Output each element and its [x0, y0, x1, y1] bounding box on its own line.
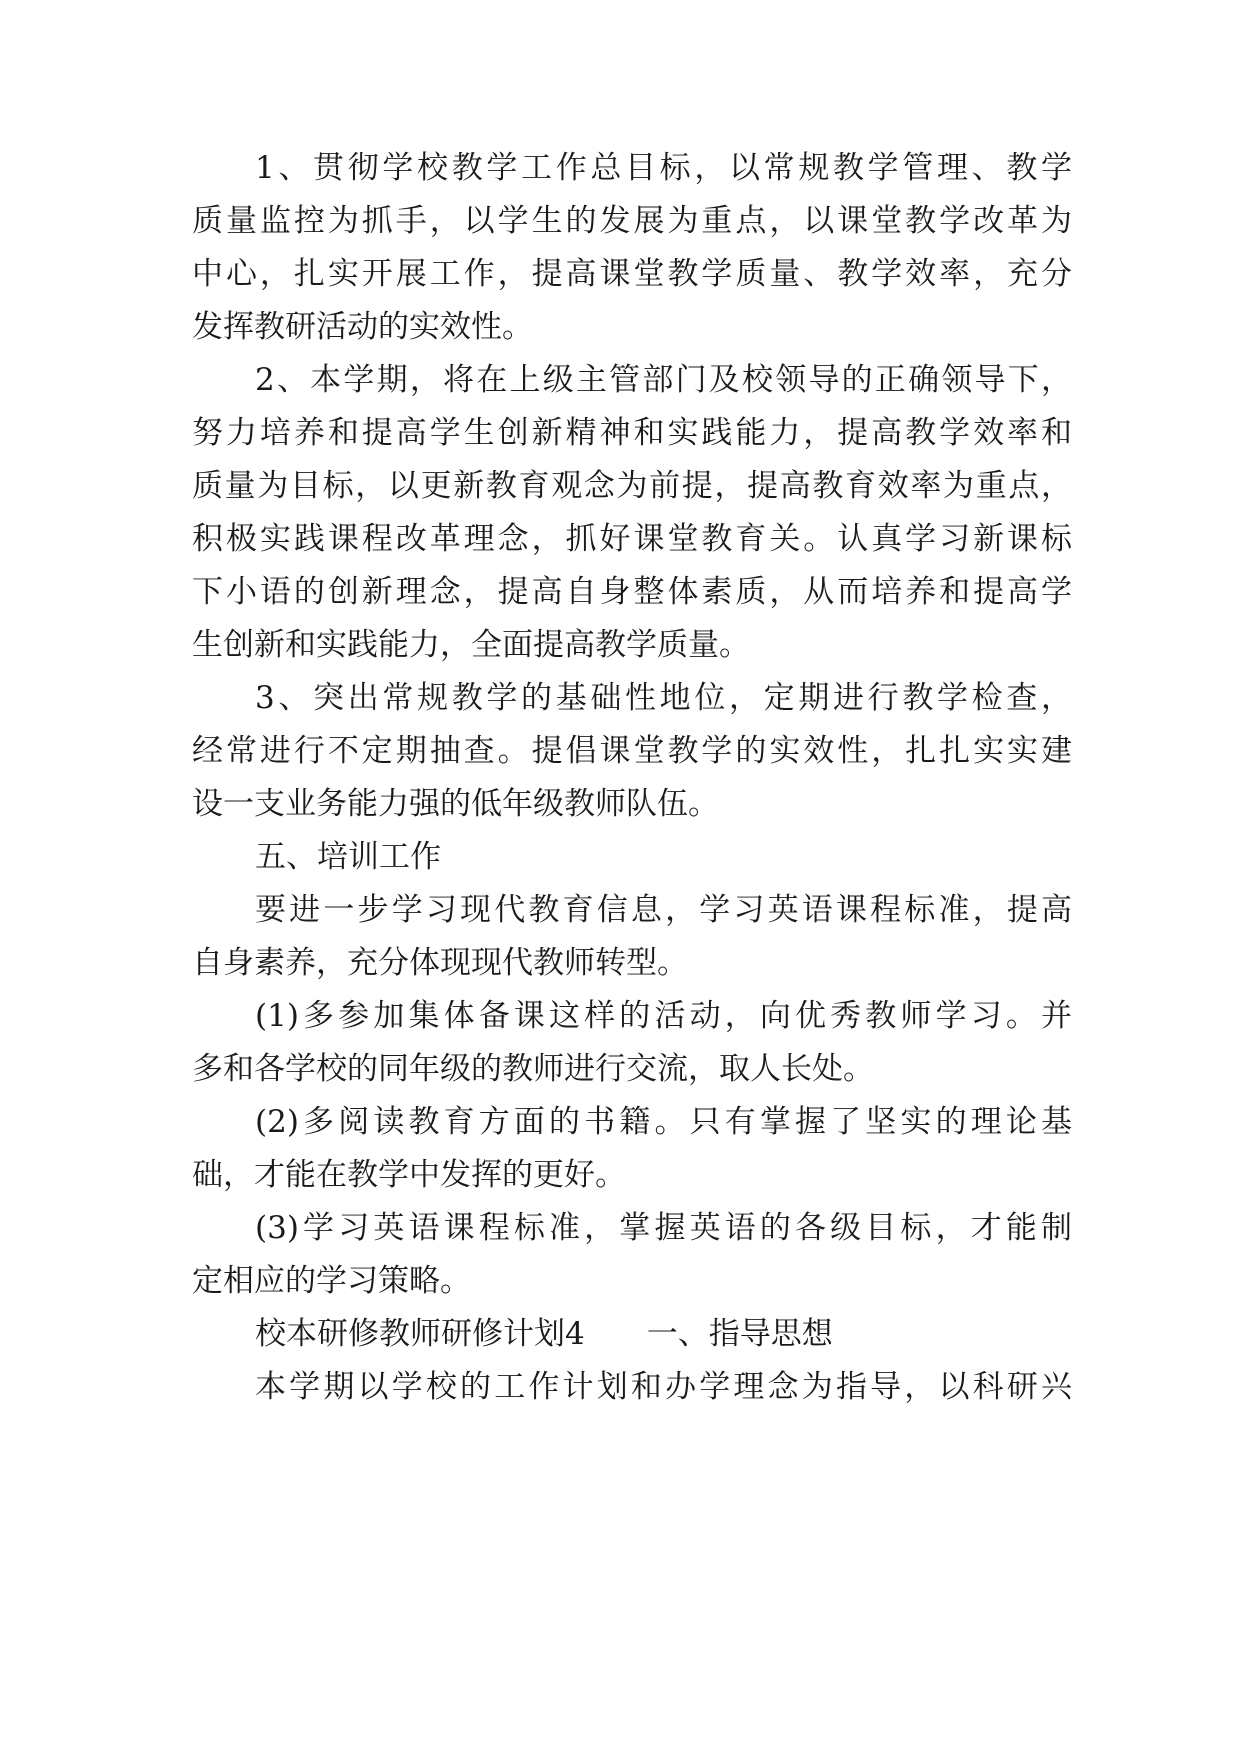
item-2-line-2: 础，才能在教学中发挥的更好。	[192, 1157, 626, 1193]
paragraph-3-line-2: 经常进行不定期抽查。提倡课堂教学的实效性，扎扎实实建	[192, 733, 1072, 769]
item-1-line-1: (1)多参加集体备课这样的活动，向优秀教师学习。并	[255, 998, 1072, 1034]
paragraph-4-line-1: 要进一步学习现代教育信息，学习英语课程标准，提高	[255, 892, 1072, 928]
paragraph-2-line-4: 积极实践课程改革理念，抓好课堂教育关。认真学习新课标	[192, 521, 1072, 557]
paragraph-1-line-1: 1、贯彻学校教学工作总目标，以常规教学管理、教学	[255, 150, 1072, 186]
paragraph-2-line-3: 质量为目标，以更新教育观念为前提，提高教育效率为重点，	[192, 468, 1072, 504]
paragraph-2-line-2: 努力培养和提高学生创新精神和实践能力，提高教学效率和	[192, 415, 1072, 451]
paragraph-4-line-2: 自身素养，充分体现现代教师转型。	[192, 945, 688, 981]
item-1-line-2: 多和各学校的同年级的教师进行交流，取人长处。	[192, 1051, 874, 1087]
paragraph-1-line-3: 中心，扎实开展工作，提高课堂教学质量、教学效率，充分	[192, 256, 1072, 292]
plan-4-paragraph-line-1: 本学期以学校的工作计划和办学理念为指导，以科研兴	[255, 1369, 1072, 1405]
paragraph-2-line-1: 2、本学期，将在上级主管部门及校领导的正确领导下，	[255, 362, 1072, 398]
paragraph-3-line-3: 设一支业务能力强的低年级教师队伍。	[192, 786, 719, 822]
paragraph-1-line-2: 质量监控为抓手，以学生的发展为重点，以课堂教学改革为	[192, 203, 1072, 239]
paragraph-1-line-4: 发挥教研活动的实效性。	[192, 309, 533, 345]
plan-4-heading: 校本研修教师研修计划4 一、指导思想	[255, 1316, 833, 1352]
item-2-line-1: (2)多阅读教育方面的书籍。只有掌握了坚实的理论基	[255, 1104, 1072, 1140]
section-heading-training: 五、培训工作	[255, 839, 441, 875]
item-3-line-2: 定相应的学习策略。	[192, 1263, 471, 1299]
paragraph-2-line-6: 生创新和实践能力，全面提高教学质量。	[192, 627, 750, 663]
paragraph-3-line-1: 3、突出常规教学的基础性地位，定期进行教学检查，	[255, 680, 1072, 716]
paragraph-2-line-5: 下小语的创新理念，提高自身整体素质，从而培养和提高学	[192, 574, 1072, 610]
item-3-line-1: (3)学习英语课程标准，掌握英语的各级目标，才能制	[255, 1210, 1072, 1246]
